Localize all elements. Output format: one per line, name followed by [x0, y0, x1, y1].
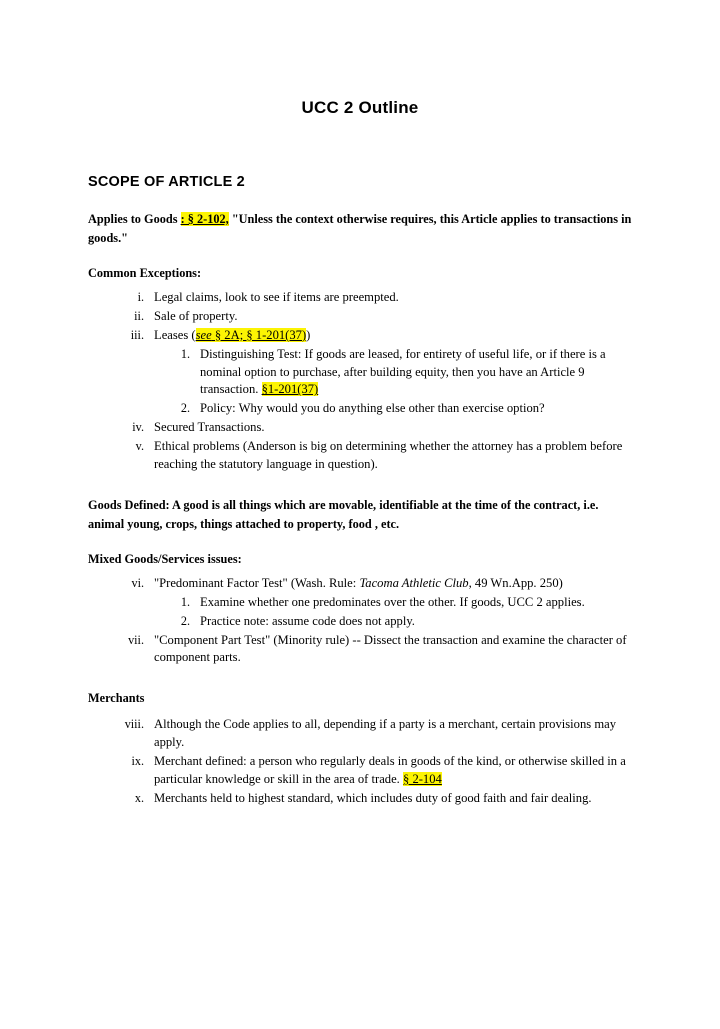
- list-item: [88, 790, 632, 808]
- goods-defined-label: Goods Defined:: [88, 497, 170, 512]
- list-numeral: ix.: [131, 754, 144, 769]
- list-item-text: Legal claims, look to see if items are preempted.: [154, 290, 399, 305]
- common-exceptions-heading: Common Exceptions:: [88, 266, 202, 281]
- list-item: [88, 308, 632, 326]
- list-item: [154, 400, 632, 418]
- list-item-text: "Component Part Test" (Minority rule) -- Dissect the transaction and examine the character of component parts.: [154, 632, 627, 665]
- mixed-goods-heading: Mixed Goods/Services issues:: [88, 551, 242, 566]
- common-exceptions-list: [88, 289, 632, 474]
- list-item-text: Examine whether one predominates over the other. If goods, UCC 2 applies.: [200, 594, 585, 609]
- lease-subitems-list: [154, 346, 632, 419]
- list-item: [88, 289, 632, 307]
- section-heading: SCOPE OF ARTICLE 2: [88, 174, 245, 190]
- list-item: [154, 613, 632, 631]
- list-item-text: Practice note: assume code does not apply.: [200, 613, 415, 628]
- list-item-text: Secured Transactions.: [154, 420, 265, 435]
- goods-defined-paragraph: [88, 496, 632, 534]
- applies-to-goods-label: Applies to Goods: [88, 212, 178, 226]
- list-item: [88, 632, 632, 668]
- list-item-text: Merchants held to highest standard, which includes duty of good faith and fair dealing.: [154, 790, 592, 805]
- list-numeral: ii.: [134, 308, 144, 323]
- mixed-goods-list: [88, 575, 632, 667]
- list-numeral: iii.: [130, 327, 144, 342]
- merchants-heading: Merchants: [88, 691, 145, 706]
- list-numeral: iv.: [132, 420, 144, 435]
- list-item: [88, 575, 632, 631]
- list-numeral: x.: [134, 790, 144, 805]
- statute-cite-2a-1-201: § 2A; § 1-201(37): [211, 327, 307, 342]
- list-item-text: Although the Code applies to all, depending if a party is a merchant, certain provisions may apply.: [154, 717, 617, 750]
- list-item: [88, 438, 632, 474]
- list-item-text: Policy: Why would you do anything else other than exercise option?: [200, 401, 545, 416]
- statute-cite-1-201-37: §1-201(37): [261, 382, 319, 397]
- list-numeral: i.: [137, 290, 144, 305]
- list-numeral: 2.: [180, 401, 190, 416]
- merchants-list: [88, 716, 632, 807]
- page-title: UCC 2 Outline: [301, 98, 419, 117]
- list-numeral: viii.: [124, 717, 144, 732]
- case-name-italic: Tacoma Athletic Club: [359, 575, 469, 590]
- statute-cite-2-104: § 2-104: [403, 771, 442, 786]
- list-item: [88, 327, 632, 418]
- list-numeral: 1.: [180, 594, 190, 609]
- list-item: [154, 346, 632, 400]
- mixed-subitems-list: [154, 594, 632, 631]
- list-item-text-after: ): [306, 327, 311, 342]
- list-item-text: Sale of property.: [154, 308, 238, 323]
- list-item: [154, 594, 632, 612]
- list-numeral: v.: [135, 439, 144, 454]
- list-numeral: vi.: [131, 575, 144, 590]
- goods-defined-text: A good is all things which are movable, identifiable at the time of the contract, i.e. animal young, crops, things attached to property, food , etc.: [88, 497, 599, 531]
- cite-see-italic: see: [195, 327, 212, 342]
- applies-to-goods-paragraph: [88, 210, 632, 248]
- list-item-text: Distinguishing Test: If goods are leased, for entirety of useful life, or if there is a nominal option to purchase, after building equity, then you have an Article 9 transaction.: [200, 346, 606, 397]
- list-numeral: vii.: [128, 632, 144, 647]
- list-item: [88, 419, 632, 437]
- list-item-text: Leases (: [154, 327, 196, 342]
- list-item-text: Ethical problems (Anderson is big on determining whether the attorney has a problem before reaching the statutory language in question).: [154, 439, 623, 471]
- list-item-text: "Predominant Factor Test" (Wash. Rule:: [154, 575, 360, 590]
- list-numeral: 1.: [180, 346, 190, 361]
- document-page: [0, 98, 720, 1029]
- list-item-text-after: , 49 Wn.App. 250): [468, 575, 563, 590]
- list-item: [88, 753, 632, 789]
- applies-to-goods-quote: "Unless the context otherwise requires, this Article applies to transactions in goods.": [88, 212, 632, 246]
- statute-cite-2-102: : § 2-102,: [180, 212, 229, 226]
- list-item-text: Merchant defined: a person who regularly deals in goods of the kind, or otherwise skilled in a particular knowledge or skill in the area of trade.: [154, 754, 626, 786]
- list-item: [88, 716, 632, 752]
- list-numeral: 2.: [180, 613, 190, 628]
